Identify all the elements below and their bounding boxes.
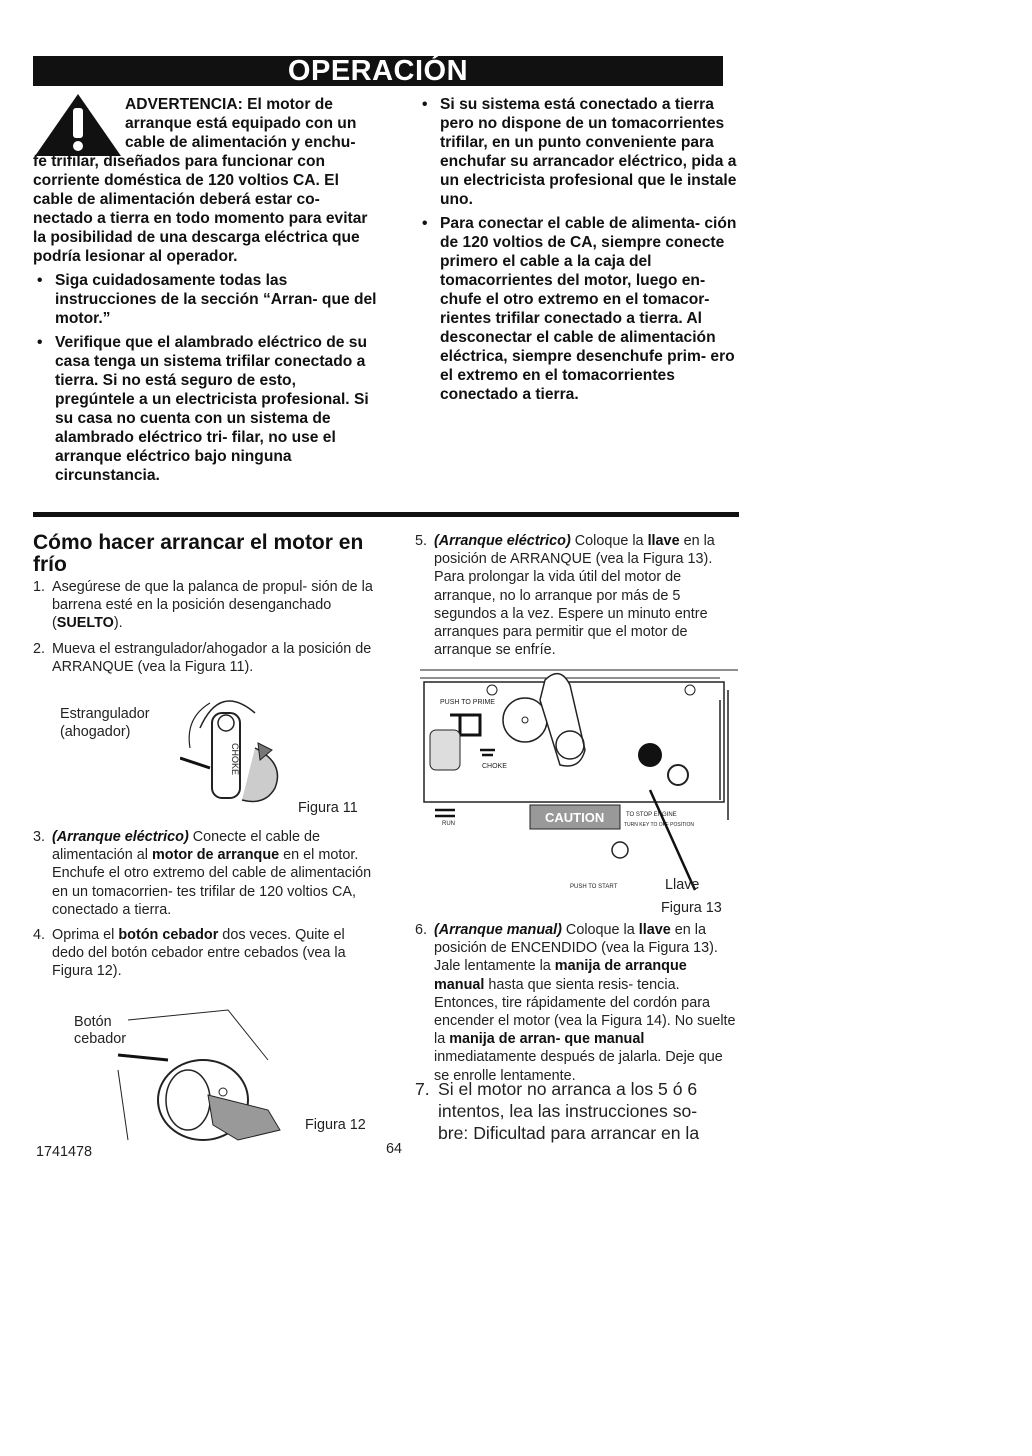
step-item: 3. (Arranque eléctrico) Conecte el cable de alimentación al motor de arranque en el motor. Enchufe el otro extremo del cable de alimentación en un tomacorrien- tes trifilar de 120 voltios CA, conectado a tierra. — [33, 829, 372, 918]
figure-12-label: Botón cebador — [74, 1014, 127, 1047]
svg-text:TURN KEY TO OFF POSITION: TURN KEY TO OFF POSITION — [624, 822, 695, 828]
warning-bullet: • Si su sistema está conectado a tierra pero no dispone de un tomacorrientes trifilar, en un punto conveniente para enchufar su arrancador eléctrico, pida a un electricista profesional que le instale uno. — [418, 95, 738, 209]
choke-text: CHOKE — [230, 743, 240, 776]
svg-text:RUN: RUN — [442, 821, 455, 827]
svg-text:TO STOP ENGINE: TO STOP ENGINE — [626, 812, 677, 818]
step-item: 1. Asegúrese de que la palanca de propul- sión de la barrena esté en la posición desenganchado (SUELTO). — [33, 579, 373, 632]
figure-11-label: Estrangulador (ahogador) — [60, 706, 150, 740]
warning-text: fe trifilar, diseñados para funcionar con corriente doméstica de 120 voltios CA. El cable de alimentación deberá estar co- nectado a tierra en todo momento para evitar la posibilidad de una descarga eléctrica que podría lesionar al operador. — [33, 153, 368, 265]
step-item: 6. (Arranque manual) Coloque la llave en la posición de ENCENDIDO (vea la Figura 13). Jale lentamente la manija de arranque manual hasta que sienta resis- tencia. Entonces, tire rápidamente del cordón para encender el motor (vea la Figura 14). No suelte la manija de arran- que manual inmediatamente después de jalarla. Deje que se enrolle lentamente. — [415, 922, 736, 1084]
figure-11-caption: Figura 11 — [298, 800, 358, 816]
svg-text:CAUTION: CAUTION — [545, 810, 605, 825]
figure-13-key-label: Llave — [665, 877, 700, 893]
section-divider — [33, 512, 739, 517]
figure-12-primer-illustration — [108, 1000, 308, 1150]
figure-11-choke-illustration — [180, 688, 290, 813]
section-title: Cómo hacer arrancar el motor en frío — [33, 531, 364, 576]
page-number: 64 — [386, 1141, 403, 1157]
document-number: 1741478 — [36, 1144, 93, 1160]
warning-lead: ADVERTENCIA: El motor de arranque está equipado con un cable de alimentación y enchu- — [125, 96, 357, 151]
figure-12-caption: Figura 12 — [305, 1117, 366, 1133]
warning-bullet: • Verifique que el alambrado eléctrico de su casa tenga un sistema trifilar conectado a tierra. Si no está seguro de esto, pregúntele a un electricista profesional. Si su casa no cuenta con un sistema de alambrado eléctrico tri- filar, no use el arranque eléctrico bajo ninguna circunstancia. — [33, 333, 378, 485]
warning-block — [33, 95, 378, 485]
svg-text:PUSH TO START: PUSH TO START — [570, 884, 618, 890]
figure-13-caption: Figura 13 — [661, 900, 722, 916]
step-item: 5. (Arranque eléctrico) Coloque la llave en la posición de ARRANQUE (vea la Figura 13). Para prolongar la vida útil del motor de arranque, no lo arranque por más de 5 segundos a la vez. Espere un minuto entre arranques para permitir que el motor de arranque se enfríe. — [415, 533, 715, 659]
figure-13-control-panel-illustration — [420, 660, 738, 898]
step-item: 4. Oprima el botón cebador dos veces. Quite el dedo del botón cebador entre cebados (vea la Figura 12). — [33, 927, 346, 980]
svg-text:CHOKE: CHOKE — [482, 763, 507, 770]
page-title: OPERACIÓN — [33, 56, 723, 86]
step-item: 7. Si el motor no arranca a los 5 ó 6 intentos, lea las instrucciones so- bre: Dificultad para arrancar en la — [415, 1079, 700, 1143]
warning-block-right — [418, 95, 738, 404]
warning-bullet: • Para conectar el cable de alimenta- ción de 120 voltios de CA, siempre conecte primero el cable a la caja del tomacorrientes del motor, luego en- chufe el otro extremo en el tomacor- rientes trifilar conectado a tierra. Al desconectar el cable de alimentación eléctrica, siempre desenchufe prim- ero el extremo en el tomacorrientes conectado a tierra. — [418, 214, 738, 404]
step-item: 2. Mueva el estrangulador/ahogador a la posición de ARRANQUE (vea la Figura 11). — [33, 640, 372, 675]
svg-text:PUSH TO PRIME: PUSH TO PRIME — [440, 699, 495, 706]
warning-bullet: • Siga cuidadosamente todas las instrucciones de la sección “Arran- que del motor.” — [33, 271, 378, 328]
